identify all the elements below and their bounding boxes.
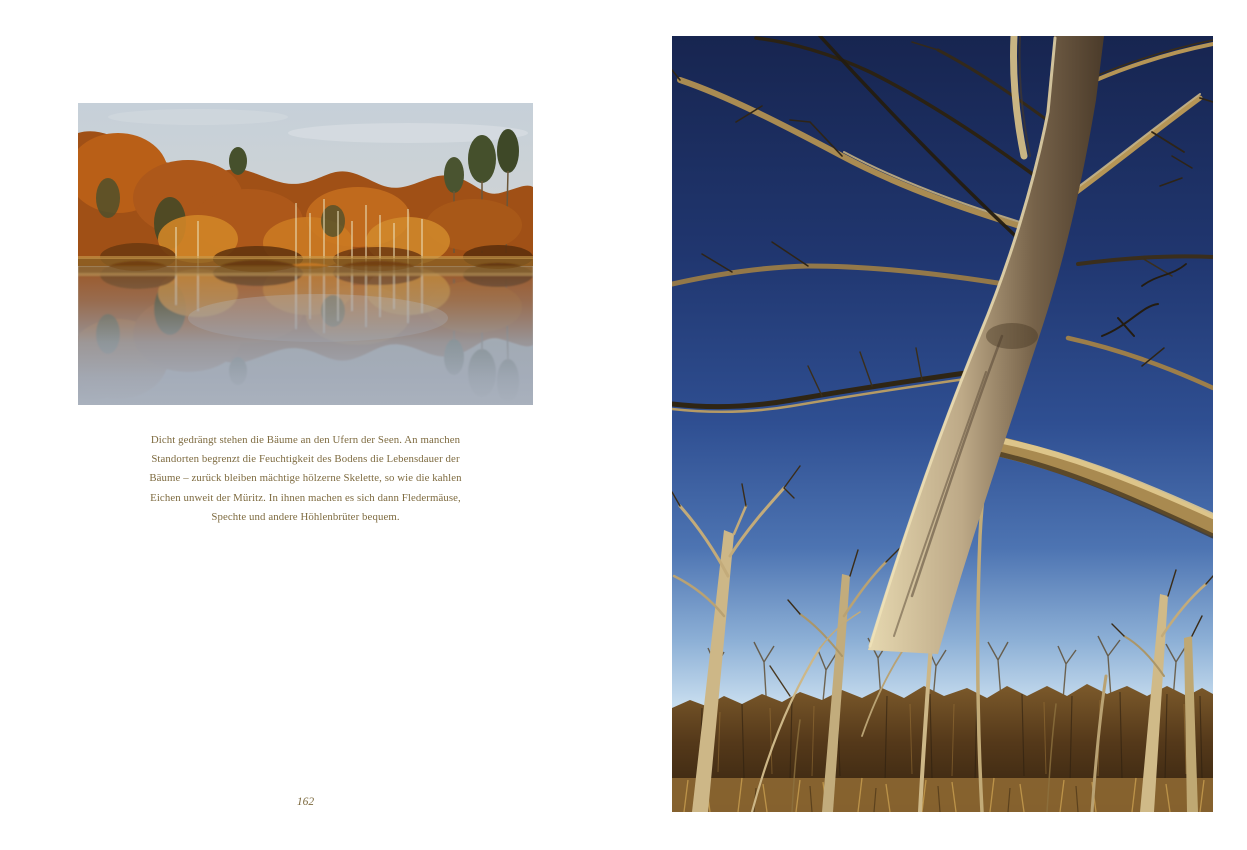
caption-line: Bäume – zurück bleiben mächtige hölzerne Skelette, so wie die kahlen <box>149 472 462 485</box>
dead-oak-photo <box>672 36 1213 812</box>
caption-line: Standorten begrenzt die Feuchtigkeit des Bodens die Lebensdauer der <box>151 453 460 466</box>
cloud-streak <box>108 109 288 125</box>
photo-caption <box>78 431 533 527</box>
caption-line: Dicht gedrängt stehen die Bäume an den Ufern der Seen. An manchen <box>150 434 461 446</box>
page-number: 162 <box>296 796 315 808</box>
cloud-streak <box>288 123 528 143</box>
caption-line: Eichen unweit der Müritz. In ihnen machen es sich dann Fledermäuse, <box>150 491 461 504</box>
autumn-lake-illustration <box>78 103 533 405</box>
dead-oak-illustration <box>672 36 1213 812</box>
lake-water <box>78 266 533 405</box>
autumn-lake-photo <box>78 103 533 405</box>
caption-line: Spechte und andere Höhlenbrüter bequem. <box>211 510 400 523</box>
